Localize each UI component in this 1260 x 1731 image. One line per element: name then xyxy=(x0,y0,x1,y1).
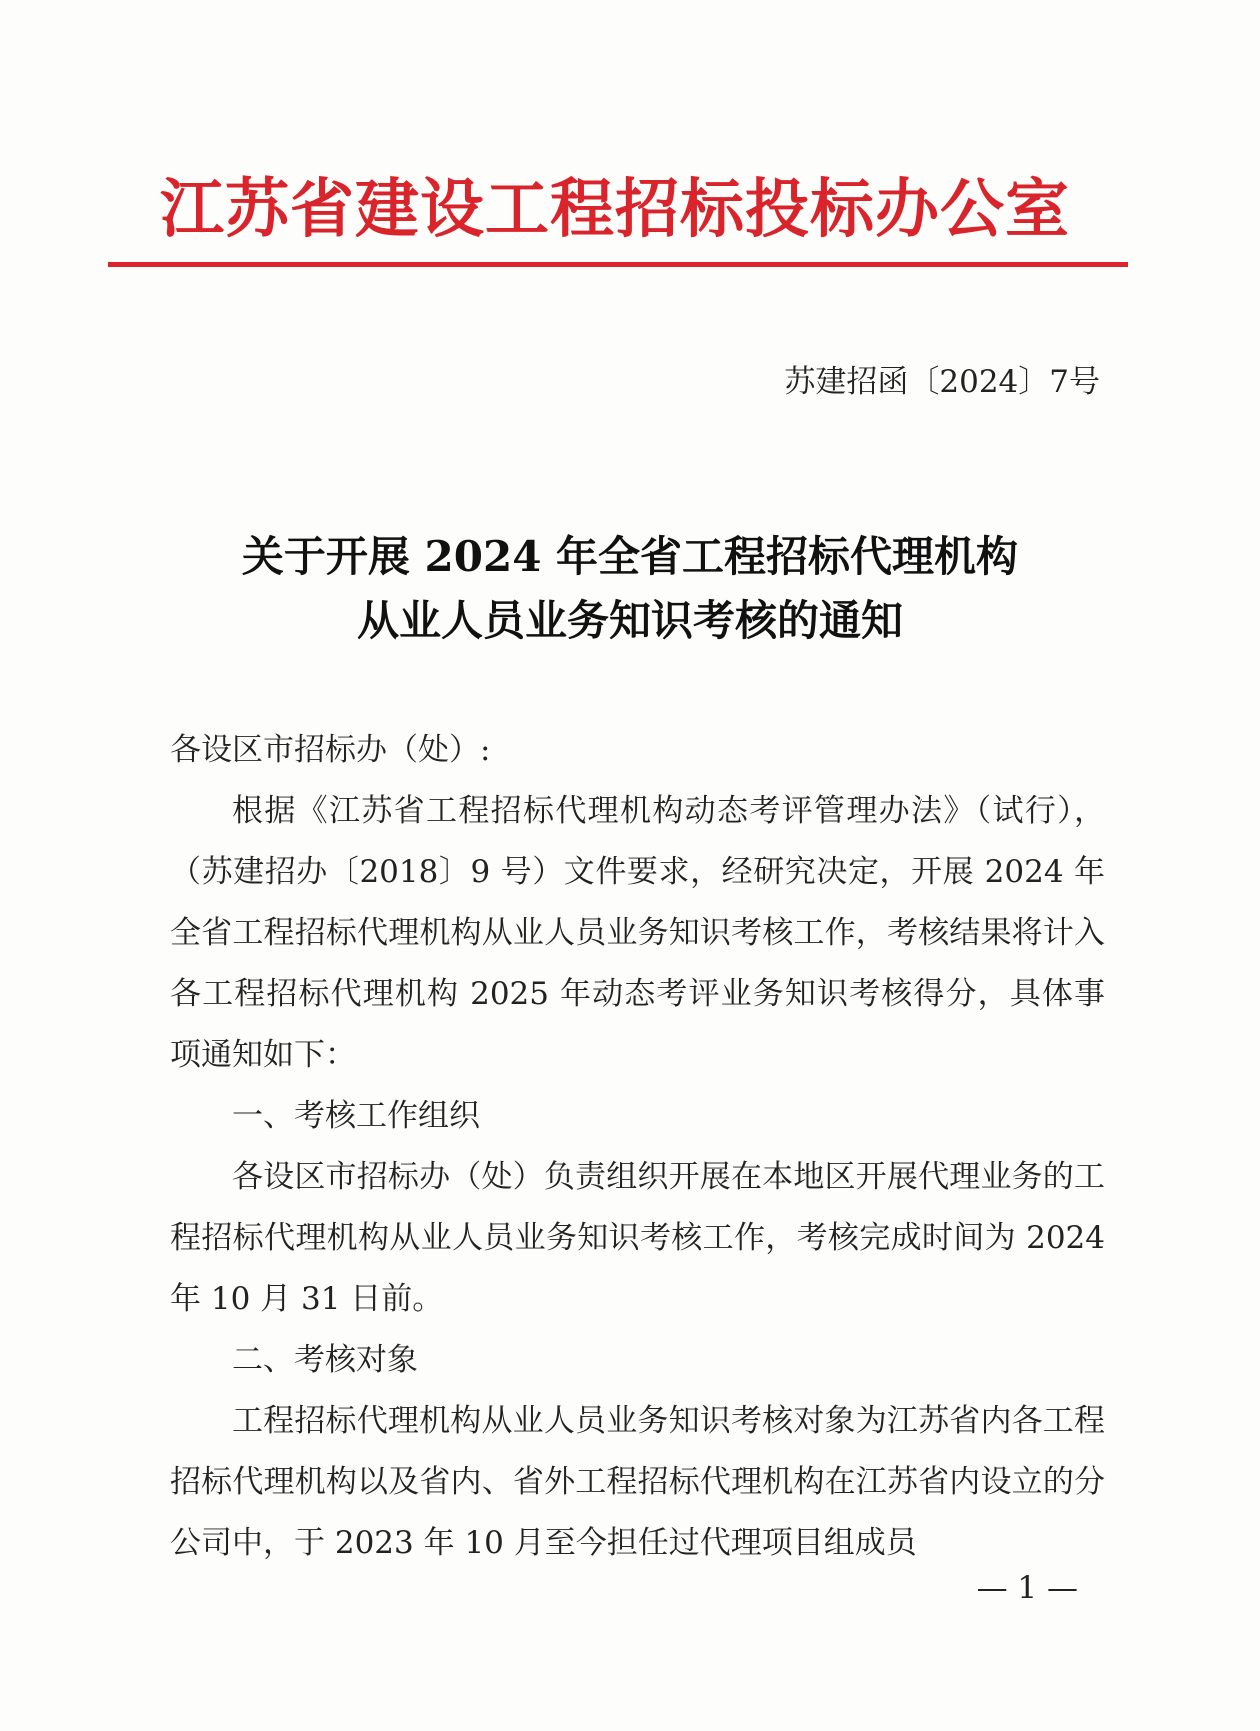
intro-paragraph: 根据《江苏省工程招标代理机构动态考评管理办法》（试行），（苏建招办〔2018〕9 号）文件要求，经研究决定，开展 2024 年全省工程招标代理机构从业人员业务知识考核工作，考核结果将计入各工程招标代理机构 2025 年动态考评业务知识考核得分，具体事项通知如下： xyxy=(170,793,1105,1073)
section-1-paragraph: 各设区市招标办（处）负责组织开展在本地区开展代理业务的工程招标代理机构从业人员业务知识考核工作，考核完成时间为 2024 年 10 月 31 日前。 xyxy=(170,1159,1105,1317)
document-body xyxy=(170,720,1105,1574)
title-line-1: 关于开展 2024 年全省工程招标代理机构 xyxy=(241,532,1019,581)
issuing-organization-masthead: 江苏省建设工程招标投标办公室 xyxy=(160,172,1070,247)
section-2-paragraph: 工程招标代理机构从业人员业务知识考核对象为江苏省内各工程招标代理机构以及省内、省外工程招标代理机构在江苏省内设立的分公司中，于 2023 年 10 月至今担任过代理项目组成员 xyxy=(170,1403,1105,1561)
section-2-heading: 二、考核对象 xyxy=(232,1342,418,1378)
red-separator-line xyxy=(108,262,1128,267)
page-number: — 1 — xyxy=(976,1570,1078,1606)
document-number: 苏建招函〔2024〕7号 xyxy=(784,364,1100,400)
section-1-heading: 一、考核工作组织 xyxy=(232,1098,480,1134)
document-title xyxy=(80,525,1180,653)
salutation: 各设区市招标办（处）: xyxy=(170,732,491,768)
title-line-2: 从业人员业务知识考核的通知 xyxy=(356,596,903,645)
